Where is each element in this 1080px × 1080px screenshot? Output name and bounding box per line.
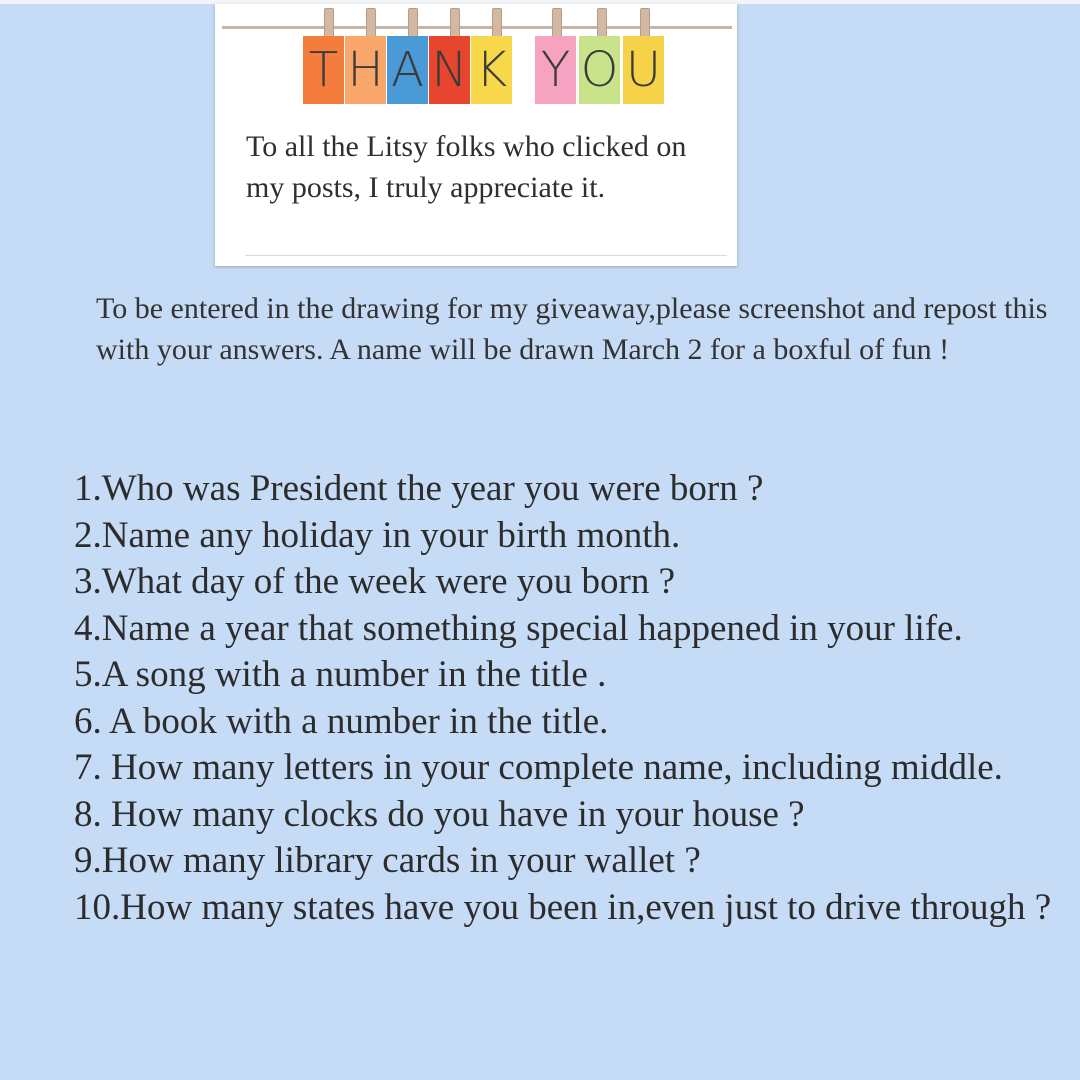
banner-letter: K — [471, 36, 512, 104]
question-item: 1.Who was President the year you were born ? — [74, 468, 764, 509]
banner-letter: N — [429, 36, 470, 104]
question-item: 9.How many library cards in your wallet ? — [74, 840, 701, 881]
card-divider — [245, 255, 727, 256]
question-item: 6. A book with a number in the title. — [74, 700, 609, 742]
question-item: 7. How many letters in your complete name, including middle. — [74, 747, 1003, 788]
card-message: To all the Litsy folks who clicked on my posts, I truly appreciate it. — [246, 130, 687, 204]
question-item: 3.What day of the week were you born ? — [74, 561, 676, 602]
question-item: 4.Name a year that something special happened in your life. — [74, 607, 963, 649]
question-item: 2.Name any holiday in your birth month. — [74, 514, 681, 556]
question-item: 10.How many states have you been in,even just to drive through ? — [74, 886, 1052, 928]
question-item: 5.A song with a number in the title . — [74, 654, 607, 695]
banner-letter: A — [387, 36, 428, 104]
banner-letter: T — [303, 36, 344, 104]
giveaway-instructions: To be entered in the drawing for my giveaway,please screenshot and repost this with your answers. A name will be drawn March 2 for a boxful of fun ! — [96, 292, 1048, 366]
question-list — [74, 466, 1064, 931]
question-item: 8. How many clocks do you have in your house ? — [74, 793, 805, 835]
banner-letter: Y — [535, 36, 576, 104]
banner-letter: U — [623, 36, 664, 104]
banner-string — [222, 26, 732, 29]
banner-letter: H — [345, 36, 386, 104]
banner-letter: O — [579, 36, 620, 104]
